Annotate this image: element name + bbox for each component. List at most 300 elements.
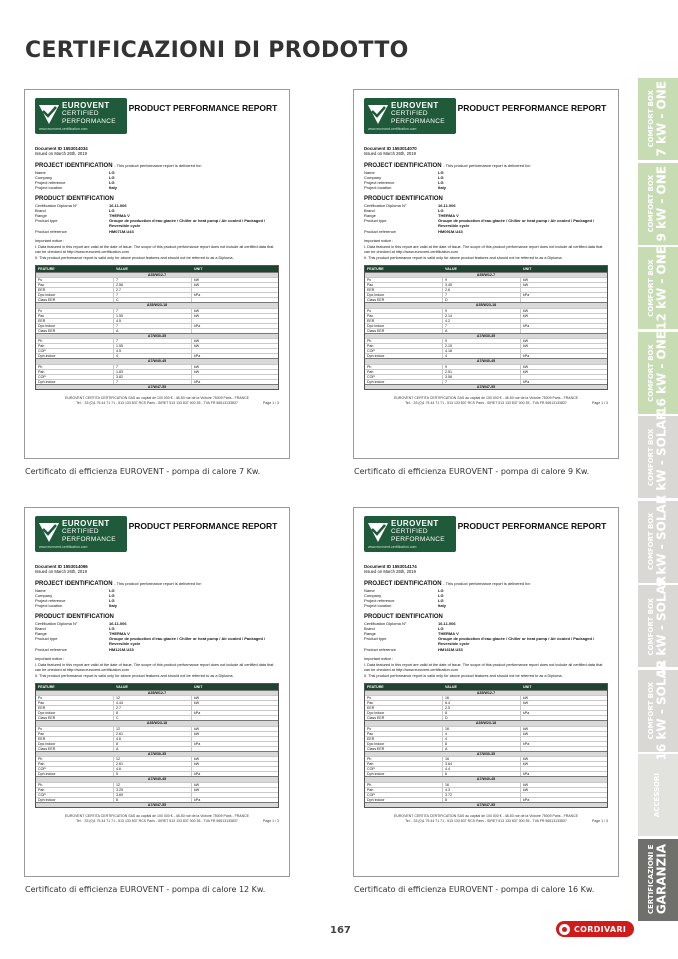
side-tab-small: COMFORT BOX [647,681,656,740]
col-value: VALUE [445,684,457,689]
table-row [365,741,607,746]
table-row [36,323,278,328]
table-cell: Pc [36,727,114,731]
table-row [36,736,278,741]
footer-line: EUROVENT CERTITA CERTIFICATION SAS au capital de 100 000 € - 48-50 rue de la Victoire 75009 Paris - FRANCE [393,396,579,401]
kv-label: Product reference [35,228,67,234]
table-cell [521,298,607,302]
table-cell: 2.61 [114,762,192,766]
brand-icon [559,924,570,935]
kv-value: HM091M.U43 [438,228,463,234]
table-cell: kPa [523,741,530,746]
kv-label: Range [364,631,376,637]
table-cell: Dpc indoor [36,742,114,746]
table-row [365,297,607,302]
important-notice [35,239,279,261]
document-meta [364,564,608,575]
table-cell: COP [36,793,114,797]
table-cell: 4.18 [443,349,521,353]
eurovent-logo [364,98,456,134]
table-row [36,782,278,787]
certificate-footer [35,814,279,823]
logo-line-1: EUROVENT [391,101,439,110]
logo-url: www.eurovent-certification.com [368,127,417,131]
table-cell: 4.44 [114,701,192,705]
table-group-header: A7/W30-35 [36,333,278,339]
important-notice [35,657,279,679]
table-cell: 2.61 [114,732,192,736]
report-title: PRODUCT PERFORMANCE REPORT [128,103,278,113]
section-note: - This product performance report is delivered for: [114,162,202,168]
table-cell: Pc [36,696,114,700]
table-cell: Dpc indoor [365,324,443,328]
certificate-header [35,98,279,138]
table-cell: kW [523,364,529,369]
table-cell: EER [365,319,443,323]
table-cell [192,747,278,751]
table-cell: kW [523,782,529,787]
kv-value: 16.11.006 [109,620,127,626]
kv-value: LG [109,207,115,213]
kv-label: Project reference [364,180,395,186]
side-tab-small: COMFORT BOX [647,512,656,571]
footer-line: EUROVENT CERTITA CERTIFICATION SAS au capital de 100 000 € - 48-50 rue de la Victoire 75009 Paris - FRANCE [64,814,250,819]
table-cell: 4.5 [114,349,192,353]
table-cell: kPa [194,323,201,328]
table-cell: Pah [36,788,114,792]
table-cell: Pc [365,727,443,731]
table-cell: Pah [36,344,114,348]
table-cell: EER [365,706,443,710]
table-group-header: A35/W12-7 [365,690,607,696]
table-cell: kW [194,787,200,792]
table-cell: Dph indoor [365,380,443,384]
table-cell: 5 [114,772,192,776]
table-cell: Ph [36,365,114,369]
table-cell: Pah [365,762,443,766]
notice-title: Important notice : [35,656,65,661]
kv-value: LG [438,625,444,631]
col-value: VALUE [445,266,457,271]
page-number: 167 [330,925,351,936]
logo-url: www.eurovent-certification.com [39,127,88,131]
table-row [365,287,607,292]
table-row [365,700,607,705]
table-cell: Ph [36,757,114,761]
table-row [36,297,278,302]
kv-label: Product type [35,218,58,224]
table-cell: 8 [443,711,521,715]
table-cell [192,288,278,292]
table-row [36,766,278,771]
side-tab-big: 9 kW - ONE [654,165,669,242]
table-row [365,792,607,797]
table-row [365,292,607,297]
side-tab-small: ACCESSORI [653,772,662,818]
notice-text: I. Data featured in this report are valid at the date of issue. The scope of this product performance report does not include all certified data that can be checked at http://www.eurovent-certification.com [35,662,274,672]
kv-label: Product type [35,636,58,642]
table-cell: 2.14 [443,314,521,318]
kv-label: Range [364,213,376,219]
kv-value: THERMA V [109,213,130,219]
table-cell: D [443,716,521,720]
table-cell: Dph indoor [36,798,114,802]
table-cell: Ph [36,783,114,787]
table-cell: D [443,298,521,302]
table-cell: 12 [114,757,192,761]
table-header [36,684,278,690]
certificate-header [364,98,608,138]
table-cell: 3.69 [114,793,192,797]
table-group-header: A7/W40-45 [365,776,607,782]
important-notice [364,239,608,261]
footer-line: Tel. : 33 (0)1 75 44 71 71 - 513 133 837 RCS Paris - SIRET 513 133 837 000 35 - TVA FR 56513133837 [405,400,567,405]
side-tab[interactable] [638,78,678,160]
kv-label: Product type [364,636,387,642]
table-cell: 7 [443,324,521,328]
issue-date: Issued on March 26th, 2019 [364,569,416,575]
eurovent-check-icon [38,520,60,544]
table-cell: kW [194,339,200,344]
table-cell: EER [365,288,443,292]
table-cell [521,793,607,797]
logo-line-2: CERTIFIED [62,528,99,535]
notice-text: I. Data featured in this report are valid at the date of issue. The scope of this product performance report does not include all certified data that can be checked at http://www.eurovent-certification.com [364,662,603,672]
issue-date: Issued on March 26th, 2019 [364,151,416,157]
project-identification-heading [364,162,608,170]
table-row [365,771,607,776]
side-tab[interactable] [638,410,678,504]
table-row [365,353,607,358]
table-cell: Pac [365,701,443,705]
side-tab-big: 7 kW - SOLAR [654,410,669,504]
document-id: Document ID 1553014174 [364,564,417,569]
table-row [36,308,278,313]
certificate-document [353,89,619,459]
table-row [36,374,278,379]
side-tab-label [648,246,668,330]
table-cell: kW [523,701,529,706]
table-cell: kW [523,787,529,792]
kv-label: Company [364,175,382,181]
side-tab[interactable] [638,660,678,761]
table-row [365,379,607,384]
footer-line: Tel. : 33 (0)1 75 44 71 71 - 513 133 837 RCS Paris - SIRET 513 133 837 000 35 - TVA FR 56513133837 [76,400,238,405]
table-cell: EER [365,737,443,741]
side-tab[interactable] [638,495,678,588]
table-row [36,343,278,348]
side-tab-small: COMFORT BOX [647,597,656,655]
kv-label: Name [35,587,46,593]
table-cell: A [114,747,192,751]
side-tab[interactable] [638,247,678,329]
eurovent-check-icon [367,102,389,126]
table-cell [521,319,607,323]
kv-value: LG [109,593,115,599]
logo-line-1: EUROVENT [62,101,110,110]
col-feature: FEATURE [367,266,384,271]
table-row [365,308,607,313]
table-row [365,374,607,379]
kv-row [364,636,608,646]
table-cell: Dph indoor [36,380,114,384]
table-row [36,705,278,710]
table-cell: Ph [365,757,443,761]
table-row [365,756,607,761]
table-cell: C [114,298,192,302]
table-cell: kPa [194,354,201,359]
table-row [36,287,278,292]
section-title: PROJECT IDENTIFICATION [364,162,442,169]
table-group-header: A7/W47-55 [36,384,278,390]
kv-value: LG [438,587,444,593]
side-tab[interactable] [638,754,678,836]
kv-label: Certification Diploma N° [35,620,78,626]
certificate-caption: Certificato di efficienza EUROVENT - pompa di calore 9 Kw. [354,467,590,476]
footer-line: Tel. : 33 (0)1 75 44 71 71 - 513 133 837 RCS Paris - SIRET 513 133 837 000 35 - TVA FR 56513133837 [76,818,238,823]
kv-value: LG [109,587,115,593]
table-row [36,328,278,333]
table-cell: 4 [443,737,521,741]
table-group-header: A7/W47-55 [36,802,278,808]
table-cell: 4.6 [114,767,192,771]
table-cell: Pah [365,370,443,374]
table-cell: kW [194,762,200,767]
project-identification-heading [364,580,608,588]
table-row [36,369,278,374]
table-row [36,282,278,287]
kv-value: Groupe de production d'eau glacée / Chiller or heat pump / Air cooled / Packaged / Reversible cycle [438,636,595,647]
kv-value: LG [438,175,444,181]
table-cell: EER [36,737,114,741]
logo-line-2: CERTIFIED [62,110,99,117]
certificate-document [24,89,290,459]
performance-table [364,683,608,809]
table-cell: kPa [523,293,530,298]
table-cell: Dph indoor [36,772,114,776]
table-group-header: A7/W47-55 [365,384,607,390]
table-cell: 9 [443,339,521,343]
certificate-footer [364,396,608,405]
col-feature: FEATURE [367,684,384,689]
side-tab-big: 16 kW - ONE [654,330,669,415]
kv-label: Name [364,587,375,593]
kv-label: Project location [364,185,392,191]
table-cell: kW [523,313,529,318]
table-cell: Pah [36,762,114,766]
certificate-document [24,507,290,877]
side-tab[interactable] [638,163,678,245]
table-row [365,323,607,328]
table-cell: kPa [194,797,201,802]
certificate-footer [364,814,608,823]
footer-page: Page 1 / 3 [592,400,608,405]
table-cell: kW [194,364,200,369]
table-cell: 16 [443,727,521,731]
notice-text: II. This product performance report is valid only for above product features and should not be referred to as a Diploma. [35,255,234,260]
section-title: PROJECT IDENTIFICATION [35,580,113,587]
certificate-header [35,516,279,556]
notice-text: II. This product performance report is valid only for above product features and should not be referred to as a Diploma. [364,673,563,678]
eurovent-logo [35,98,127,134]
table-cell: 2.6 [443,288,521,292]
section-title: PROJECT IDENTIFICATION [364,580,442,587]
kv-label: Name [35,169,46,175]
table-cell: 7 [114,380,192,384]
table-cell [521,329,607,333]
side-tab[interactable] [638,575,678,677]
table-cell: Ph [36,339,114,343]
table-cell: Class EER [365,298,443,302]
kv-label: Product reference [364,646,396,652]
kv-value: 16.11.006 [109,202,127,208]
table-cell: Dph indoor [365,798,443,802]
table-cell: 2.7 [114,706,192,710]
table-cell: EER [36,288,114,292]
table-row [365,746,607,751]
table-cell: kW [523,696,529,701]
kv-label: Certification Diploma N° [35,202,78,208]
table-cell: Ph [365,783,443,787]
kv-value: LG [438,598,444,604]
table-row [36,353,278,358]
kv-label: Project reference [364,598,395,604]
table-cell: kW [194,782,200,787]
table-cell [192,767,278,771]
table-cell: 2.51 [443,370,521,374]
table-row [365,705,607,710]
report-title: PRODUCT PERFORMANCE REPORT [457,521,607,531]
kv-value: LG [438,593,444,599]
table-row [36,787,278,792]
table-cell: kPa [523,772,530,777]
table-cell: 7 [114,278,192,282]
side-tab[interactable] [638,332,678,414]
col-feature: FEATURE [38,684,55,689]
kv-value: LG [109,598,115,604]
table-cell: Pac [36,701,114,705]
product-identification-heading: PRODUCT IDENTIFICATION [35,613,114,620]
table-cell: Pc [365,278,443,282]
table-cell: 7 [443,293,521,297]
table-cell: Pac [36,314,114,318]
table-cell: Ph [365,365,443,369]
table-row [36,797,278,802]
table-cell [521,375,607,379]
table-cell: 3.64 [443,762,521,766]
table-cell: kPa [523,379,530,384]
table-cell [192,349,278,353]
table-cell: Pah [36,370,114,374]
side-tab-small: CERTIFICAZIONI E [647,844,656,915]
table-row [365,782,607,787]
table-row [365,348,607,353]
section-note: - This product performance report is delivered for: [114,580,202,586]
side-tab-big: 16 kW - SOLAR [654,660,669,761]
table-cell: kW [194,701,200,706]
table-cell: 9 [443,309,521,313]
table-row [36,277,278,282]
table-cell [192,319,278,323]
performance-table [35,265,279,391]
kv-value: HM071M.U43 [109,228,134,234]
table-row [36,761,278,766]
table-row [36,710,278,715]
table-row [365,282,607,287]
table-row [365,797,607,802]
table-cell: kW [194,757,200,762]
table-cell: 8 [114,742,192,746]
table-cell: 3.82 [114,375,192,379]
logo-line-1: EUROVENT [62,519,110,528]
footer-line: Tel. : 33 (0)1 75 44 71 71 - 513 133 837 RCS Paris - SIRET 513 133 837 000 35 - TVA FR 56513133837 [405,818,567,823]
side-tab-small: COMFORT BOX [647,259,656,317]
table-cell: 4 [114,354,192,358]
table-cell [192,793,278,797]
table-cell: Dpc indoor [36,711,114,715]
kv-value: 16.11.006 [438,202,456,208]
footer-page: Page 1 / 3 [592,818,608,823]
side-tab[interactable] [638,839,678,921]
notice-title: Important notice : [35,238,65,243]
side-tab-label [648,495,668,587]
product-identification-heading: PRODUCT IDENTIFICATION [364,195,443,202]
project-identification-heading [35,580,279,588]
project-identification-heading [35,162,279,170]
table-cell: Pah [365,788,443,792]
table-cell: 2.56 [114,283,192,287]
kv-row [364,647,608,652]
kv-value: LG [109,175,115,181]
table-row [36,364,278,369]
kv-value: Italy [109,185,118,191]
notice-title: Important notice : [364,238,394,243]
table-cell: kW [194,313,200,318]
table-cell: Pc [36,278,114,282]
table-cell: kW [523,731,529,736]
table-cell: COP [365,375,443,379]
table-cell: Ph [365,339,443,343]
side-tab-small: COMFORT BOX [647,428,656,486]
table-cell: Pac [365,314,443,318]
side-tab-big: 7 kW - ONE [654,81,669,157]
table-row [365,761,607,766]
table-cell: Class EER [365,329,443,333]
kv-value: Italy [438,185,447,191]
notice-text: I. Data featured in this report are valid at the date of issue. The scope of this product performance report does not include all certified data that can be checked at http://www.eurovent-certification.com [364,244,603,254]
side-tabs [638,78,678,923]
logo-line-3: PERFORMANCE [391,536,445,543]
kv-label: Company [35,175,53,181]
table-cell: 1.55 [114,314,192,318]
table-cell: 4 [443,354,521,358]
table-row [36,731,278,736]
brand-logo [556,921,634,937]
table-row [36,338,278,343]
table-cell: 1.83 [114,370,192,374]
kv-value: THERMA V [438,631,459,637]
issue-date: Issued on March 26th, 2019 [35,569,87,575]
table-row [36,379,278,384]
table-cell: 4.4 [443,767,521,771]
notice-title: Important notice : [364,656,394,661]
side-tab-label [648,844,668,914]
section-note: - This product performance report is delivered for: [443,580,531,586]
table-cell: 16 [443,696,521,700]
table-cell: kW [523,369,529,374]
table-cell: kW [194,283,200,288]
table-cell: kPa [194,711,201,716]
